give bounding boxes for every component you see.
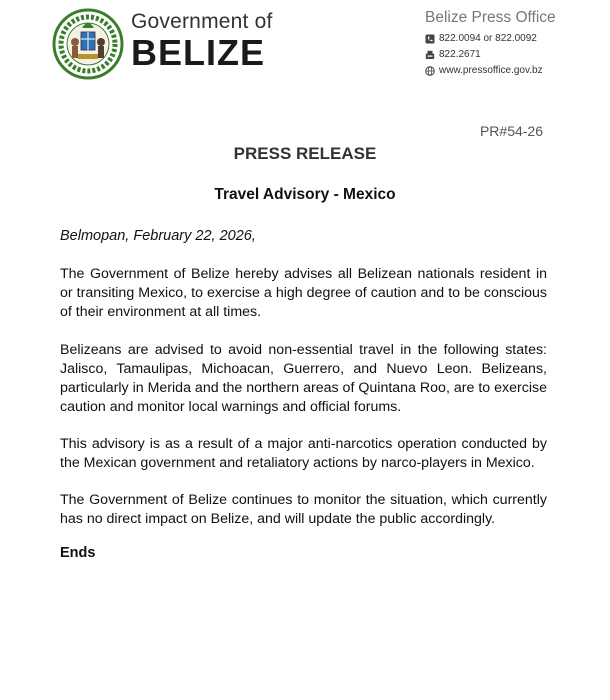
globe-icon: [425, 66, 435, 76]
paragraph-monitoring: The Government of Belize continues to monitor the situation, which currently has no direct impact on Belize, and will update the public accordingly.: [60, 492, 547, 527]
belize-label: BELIZE: [131, 32, 266, 73]
fax-icon: [425, 50, 435, 60]
dateline: Belmopan, February 22, 2026,: [60, 228, 256, 244]
phone-number: 822.0094 or 822.0092: [439, 33, 537, 44]
government-of-label: Government of: [131, 10, 273, 33]
press-release-heading: PRESS RELEASE: [233, 144, 377, 163]
belize-coat-of-arms-logo: [52, 8, 124, 80]
paragraph-reason: This advisory is as a result of a major anti-narcotics operation conducted by the Mexican government and retaliatory actions by narco-players in Mexico.: [60, 436, 547, 471]
phone-line: [425, 31, 556, 47]
paragraph-advisory: The Government of Belize hereby advises all Belizean nationals resident in or transiting Mexico, to exercise a high degree of caution and to be conscious of their environment at all times.: [60, 266, 547, 320]
press-office-title: Belize Press Office: [425, 9, 556, 26]
release-subject: Travel Advisory - Mexico: [214, 186, 396, 203]
government-wordmark: [131, 10, 273, 72]
phone-icon: [425, 34, 435, 44]
paragraph-states: Belizeans are advised to avoid non-essential travel in the following states: Jalisco, Tamaulipas, Michoacan, Guerrero, and Nuevo Leon. Belizeans, particularly in Merida and the northern areas of Quintana Roo, are to exercise caution and monitor local warnings and official forums.: [60, 342, 547, 415]
press-office-contact: [425, 8, 556, 79]
press-release-number: PR#54-26: [479, 123, 543, 139]
fax-line: [425, 47, 556, 63]
fax-number: 822.2671: [439, 49, 481, 60]
website-line: [425, 63, 556, 79]
website-url[interactable]: www.pressoffice.gov.bz: [439, 65, 543, 76]
closing-ends: Ends: [60, 545, 96, 561]
